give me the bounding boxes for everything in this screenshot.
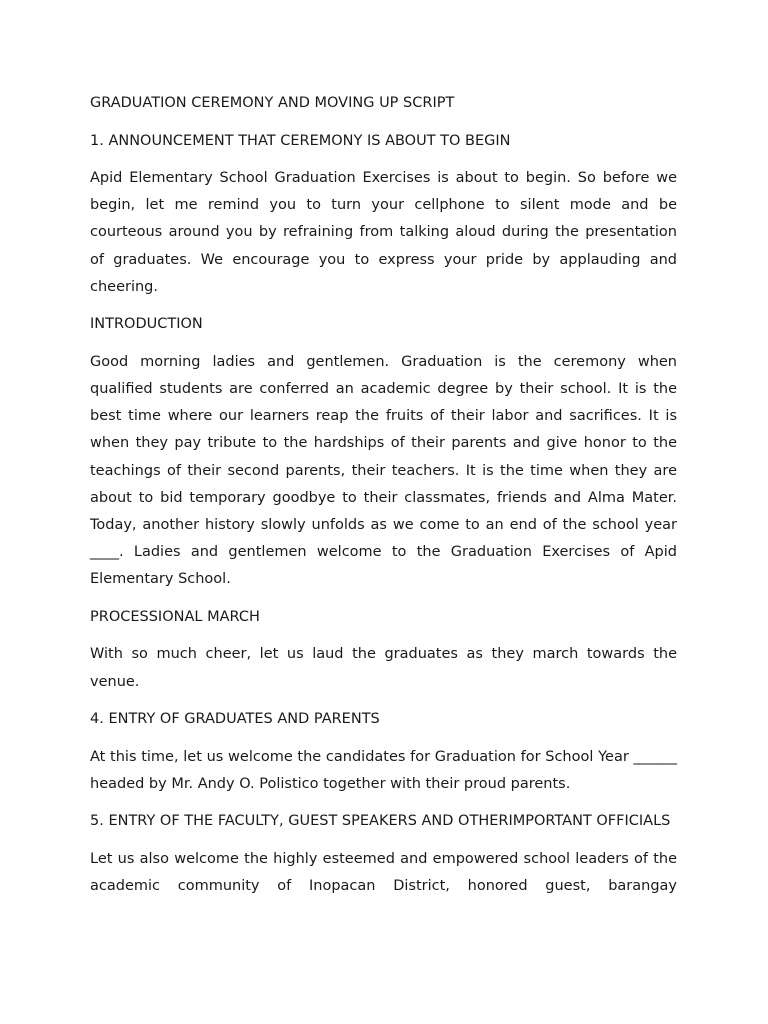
section-body-announcement: Apid Elementary School Graduation Exercises is about to begin. So before we begin, let me remind you to turn your cellphone to silent mode and be courteous around you by refraining from talking aloud during the presentation of graduates. We encourage you to express your pride by applauding and cheering. bbox=[90, 170, 677, 295]
section-body-introduction: Good morning ladies and gentlemen. Graduation is the ceremony when qualified students are conferred an academic degree by their school. It is the best time where our learners reap the fruits of their labor and sacrifices. It is when they pay tribute to the hardships of their parents and give honor to the teachings of their second parents, their teachers. It is the time when they are about to bid temporary goodbye to their classmates, friends and Alma Mater. Today, another history slowly unfolds as we come to an end of the school year ____. Ladies and gentlemen welcome to the Graduation Exercises of Apid Elementary School. bbox=[90, 353, 677, 588]
section-heading-entry-of-faculty: 5. ENTRY OF THE FACULTY, GUEST SPEAKERS AND OTHERIMPORTANT OFFICIALS bbox=[90, 813, 671, 830]
section-heading-entry-of-graduates: 4. ENTRY OF GRADUATES AND PARENTS bbox=[90, 711, 380, 728]
section-body-entry-of-graduates: At this time, let us welcome the candidates for Graduation for School Year ______ headed by Mr. Andy O. Polistico together with their proud parents. bbox=[90, 748, 677, 792]
section-heading-introduction: INTRODUCTION bbox=[90, 316, 203, 333]
section-heading-processional-march: PROCESSIONAL MARCH bbox=[90, 608, 260, 625]
section-body-entry-of-faculty: Let us also welcome the highly esteemed and empowered school leaders of the academic community of Inopacan District, honored guest, barangay bbox=[90, 850, 677, 895]
section-body-processional-march: With so much cheer, let us laud the graduates as they march towards the venue. bbox=[90, 646, 677, 690]
document-title: GRADUATION CEREMONY AND MOVING UP SCRIPT bbox=[90, 95, 455, 111]
section-heading-announcement: 1. ANNOUNCEMENT THAT CEREMONY IS ABOUT TO BEGIN bbox=[90, 132, 511, 149]
document-page bbox=[90, 90, 677, 911]
